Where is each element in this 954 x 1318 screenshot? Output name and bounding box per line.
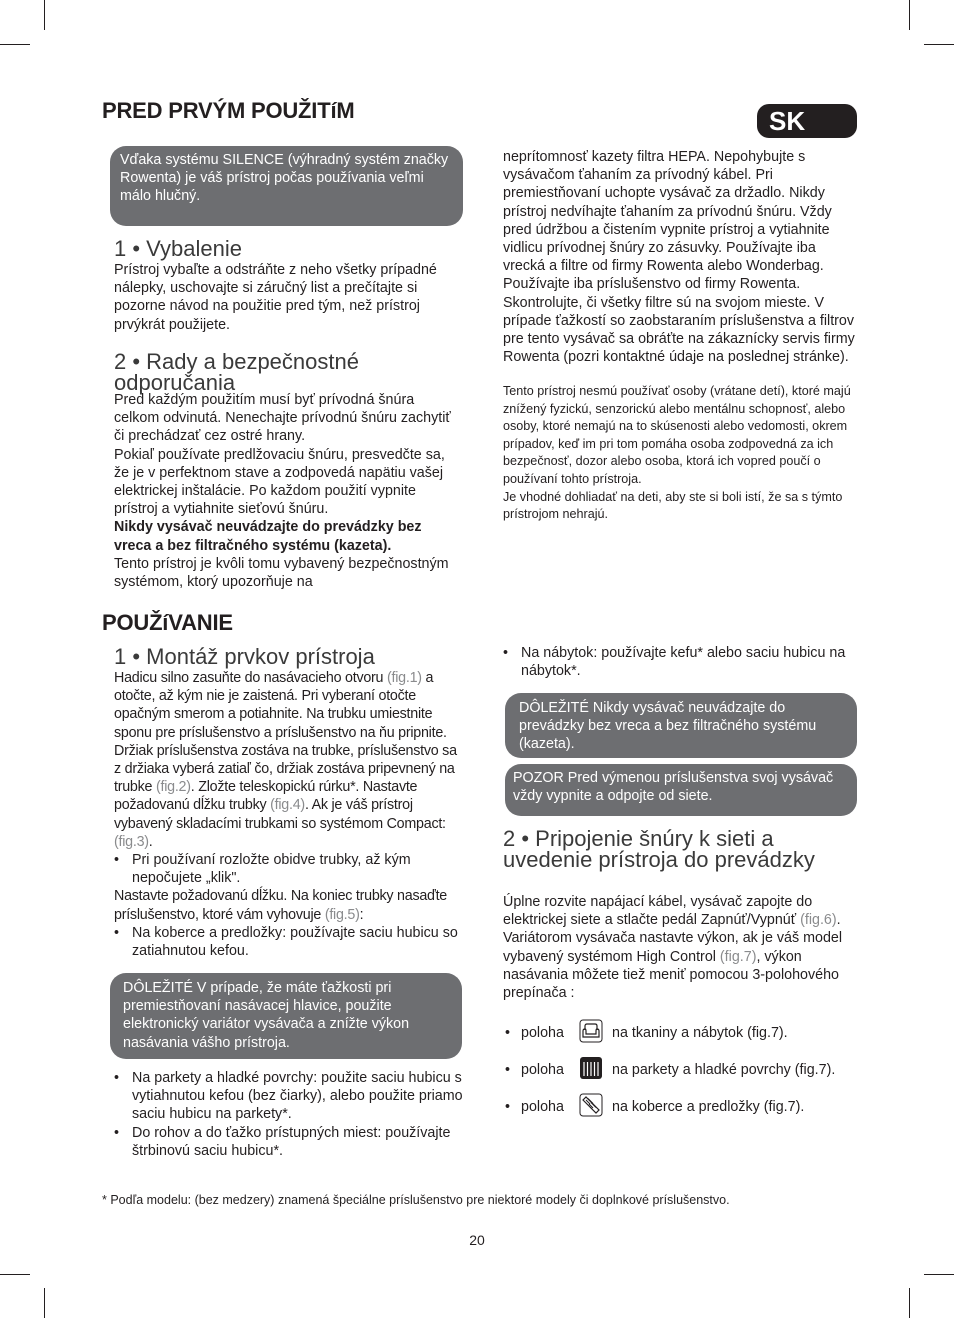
assembly-heading: 1 • Montáž prvkov prístroja bbox=[114, 644, 375, 669]
crop-mark bbox=[924, 1274, 954, 1275]
safety-paragraph: Tento prístroj je kvôli tomu vybavený bezpečnostným systémom, ktorý upozorňuje na bbox=[114, 555, 449, 591]
text-run: . Ak je váš prístroj vybavený skladacími trubkami so systémom Compact: bbox=[114, 797, 446, 832]
crop-mark bbox=[44, 0, 45, 30]
section-title-first-use: PRED PRVÝM POUŽITíM bbox=[102, 98, 355, 123]
text-run: . bbox=[148, 833, 153, 850]
assembly-paragraph bbox=[114, 887, 466, 923]
text-run: . Zložte teleskopickú rúrku*. Nastavte požadovanú dĺžku trubky bbox=[114, 779, 418, 814]
section-title-usage: POUŽíVANIE bbox=[102, 610, 233, 635]
bullet: • bbox=[114, 924, 120, 941]
list-item-text: Na parkety a hladké povrchy: použite saciu hubicu s vytiahnutou kefou (bez čiarky), alebo použite priamo saciu hubicu na parkety*. bbox=[132, 1070, 463, 1123]
children-notice: Je vhodné dohliadať na deti, aby ste si boli istí, že sa s týmto prístrojom nehrajú. bbox=[503, 489, 843, 522]
armchair-icon bbox=[579, 1019, 603, 1043]
unpack-heading: 1 • Vybalenie bbox=[114, 236, 242, 261]
mode-label: poloha bbox=[521, 1025, 564, 1041]
footnote: * Podľa modelu: (bez medzery) znamená špeciálne príslušenstvo pre niektoré modely či doplnkové príslušenstvo. bbox=[102, 1193, 730, 1207]
bullet: • bbox=[114, 1124, 120, 1141]
safety-warning-bold: Nikdy vysávač neuvádzajte do prevádzky bez vreca a bez filtračného systému (kazeta). bbox=[114, 519, 422, 554]
carpet-nozzle-icon bbox=[579, 1093, 603, 1117]
mode-label: poloha bbox=[521, 1099, 564, 1115]
parquet-brush-icon bbox=[579, 1056, 603, 1080]
list-item bbox=[114, 1069, 466, 1124]
fig-ref: (fig.4) bbox=[270, 797, 305, 814]
text-run: . Variátorom vysávača nastavte výkon, ak je váš model vybavený systémom High Control bbox=[503, 912, 843, 965]
text-run: Nastavte požadovanú dĺžku. Na koniec trubky nasaďte príslušenstvo, ktoré vám vyhovuje bbox=[114, 888, 448, 923]
list-item bbox=[114, 1124, 466, 1160]
text-run: a otočte, až kým nie je zaistená. Pri vyberaní otočte opačným smerom a potiahnite. Na trubku umiestnite sponu pre príslušenstvo a príslušenstvo na ňu pripnite. Držiak príslušenstva zostáva na trubke, príslušenstvo sa z držiaka vyberá zatiaľ čo, držiak zostáva pripevnený na trubke bbox=[114, 670, 457, 796]
text-run: : bbox=[359, 906, 364, 923]
crop-mark bbox=[924, 44, 954, 45]
safety-heading-text: 2 • Rady a bezpečnostné odporučania bbox=[114, 349, 359, 395]
crop-mark bbox=[44, 1288, 45, 1318]
crop-mark bbox=[0, 1274, 30, 1275]
connect-text bbox=[503, 893, 855, 1002]
bullet: • bbox=[503, 645, 509, 661]
safety-text-continued: neprítomnosť kazety filtra HEPA. Nepohybujte s vysávačom ťahaním za prívodný kábel. Pri premiestňovaní uchopte vysávač za držadlo. Nikdy prístroj nedvíhajte ťahaním za prívodnú šnúru. Vždy pred údržbou a čistením vypnite prístroj a vytiahnite vidlicu prívodnej šnúry zo zásuvky. Používajte iba vrecká a filtre od firmy Rowenta alebo Wonderbag. Používajte iba príslušenstvo od firmy Rowenta. Skontrolujte, či všetky filtre sú na svojom mieste. V prípade ťažkostí so zaobstaraním príslušenstva a filtrov pre tento vysávač sa obráťte na zákaznícky servis firmy Rowenta (pozri kontaktné údaje na poslednej stránke). bbox=[503, 149, 855, 366]
fig-ref: (fig.1) bbox=[386, 670, 422, 686]
list-item bbox=[114, 851, 466, 887]
mode-description: na tkaniny a nábytok (fig.7). bbox=[612, 1025, 788, 1041]
list-item-text: Pri používaní rozložte obidve trubky, až kým nepočujete „klik". bbox=[132, 852, 411, 887]
disability-notice: Tento prístroj nesmú používať osoby (vrátane detí), ktoré majú znížený fyzickú, senzorickú alebo mentálnu schopnosť, alebo osoby, ktoré nemajú na to skúsenosti alebo vedomosti, okrem prípadov, keď im pri tom pomáha osoba zodpovedná za ich bezpečnosť, dozor alebo osoba, ktorá ich vopred poučí o používaní tohto prístroja. bbox=[503, 384, 851, 486]
crop-mark bbox=[909, 0, 910, 30]
usage-bullets bbox=[114, 1069, 466, 1160]
assembly-paragraph bbox=[114, 669, 466, 851]
unpack-text: Prístroj vybaľte a odstráňte z neho všetky prípadné nálepky, uschovajte si záručný list a prečítajte si pozorne návod na použitie pred tým, než prístroj prvýkrát použijete. bbox=[114, 262, 437, 333]
list-item-text: Na koberce a predložky: používajte saciu hubicu so zatiahnutou kefou. bbox=[132, 924, 458, 960]
safety-heading bbox=[114, 351, 414, 393]
connect-heading: 2 • Pripojenie šnúry k sieti a uvedenie prístroja do prevádzky bbox=[503, 826, 815, 872]
mode-row-carpet bbox=[505, 1098, 855, 1118]
fig-ref: (fig.3) bbox=[114, 833, 149, 850]
furniture-bullet bbox=[503, 644, 855, 680]
bullet: • bbox=[114, 1070, 120, 1086]
bullet: • bbox=[505, 1025, 511, 1041]
page-number: 20 bbox=[469, 1232, 485, 1248]
fig-ref: (fig.2) bbox=[155, 779, 191, 796]
mode-description: na koberce a predložky (fig.7). bbox=[612, 1099, 805, 1115]
language-badge: SK bbox=[757, 104, 857, 138]
mode-row-fabric bbox=[505, 1024, 855, 1044]
fig-ref: (fig.6) bbox=[800, 912, 837, 929]
important-box-suction: DÔLEŽITÉ V prípade, že máte ťažkosti pri premiestňovaní nasávacej hlavice, použite elektronický variátor vysávača a znížte výkon nasávania vášho prístroja. bbox=[110, 973, 462, 1059]
safety-text bbox=[114, 391, 459, 591]
list-item bbox=[114, 924, 466, 960]
mode-label: poloha bbox=[521, 1062, 564, 1078]
connect-paragraph bbox=[503, 893, 855, 1002]
fig-ref: (fig.5) bbox=[324, 906, 360, 923]
safety-paragraph: Pokiaľ používate predlžovaciu šnúru, presvedčte sa, že je v perfektnom stave a zodpovedá napätiu vašej elektrickej inštalácie. Po každom použití vypnite prístroj a vytiahnite sieťovú šnúru. bbox=[114, 446, 445, 518]
text-run: Hadicu silno zasuňte do nasávacieho otvoru bbox=[114, 670, 387, 686]
list-item-text: Do rohov a do ťažko prístupných miest: používajte štrbinovú saciu hubicu*. bbox=[132, 1124, 451, 1159]
bullet: • bbox=[505, 1062, 511, 1078]
text-run: Úplne rozvite napájací kábel, vysávač zapojte do elektrickej siete a stlačte pedál Zapnúť/Vypnúť bbox=[503, 894, 813, 929]
mode-row-parquet bbox=[505, 1061, 855, 1081]
assembly-text bbox=[114, 669, 466, 960]
text-run: , výkon nasávania môžete tiež meniť pomocou 3-polohového prepínača : bbox=[503, 948, 839, 1002]
fig-ref: (fig.7) bbox=[719, 948, 757, 965]
mode-description: na parkety a hladké povrchy (fig.7). bbox=[612, 1062, 836, 1078]
crop-mark bbox=[0, 44, 30, 45]
list-item-text: Na nábytok: používajte kefu* alebo saciu hubicu na nábytok*. bbox=[521, 645, 846, 680]
crop-mark bbox=[909, 1288, 910, 1318]
bullet: • bbox=[114, 852, 120, 869]
important-box-filter: DÔLEŽITÉ Nikdy vysávač neuvádzajte do prevádzky bez vreca a bez filtračného systému (kazeta). bbox=[505, 693, 857, 758]
safety-paragraph: Pred každým použitím musí byť prívodná šnúra celkom odvinutá. Nenechajte prívodnú šnúru zachytiť či prechádzať cez ostré hrany. bbox=[114, 392, 451, 445]
silence-info-box: Vďaka systému SILENCE (výhradný systém značky Rowenta) je váš prístroj počas používania veľmi málo hlučný. bbox=[110, 146, 463, 226]
safety-small-print bbox=[503, 383, 853, 524]
warning-box: POZOR Pred výmenou príslušenstva svoj vysávač vždy vypnite a odpojte od siete. bbox=[505, 764, 857, 816]
list-item bbox=[503, 644, 855, 680]
bullet: • bbox=[505, 1099, 511, 1115]
